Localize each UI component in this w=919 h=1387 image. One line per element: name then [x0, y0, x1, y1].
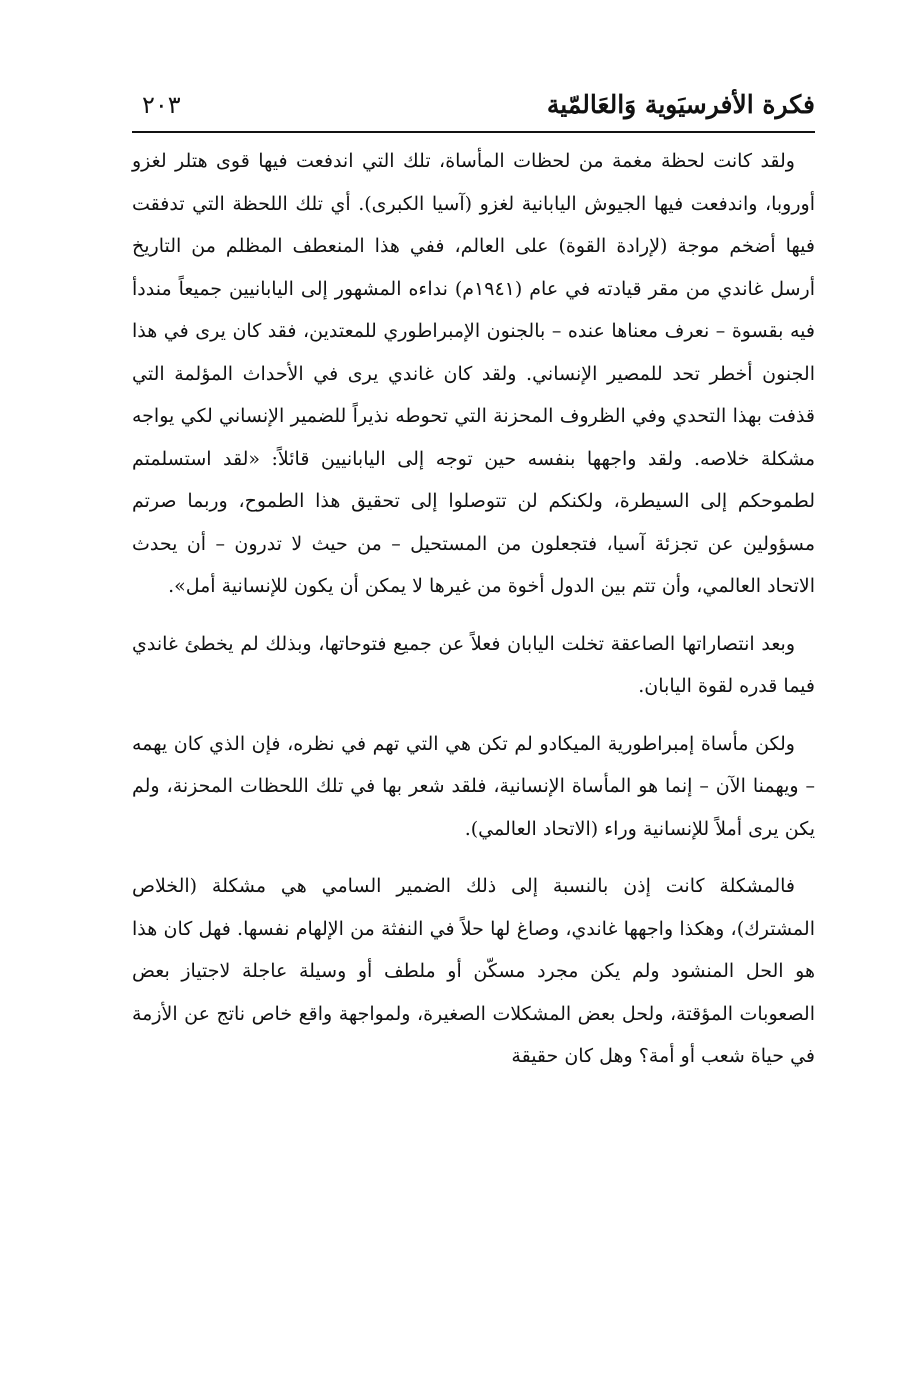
running-title: فكرة الأفرسيَوية وَالعَالمّية — [546, 90, 815, 119]
body-text — [132, 140, 815, 1093]
header-rule — [132, 131, 815, 133]
page-header — [132, 78, 815, 128]
paragraph: فالمشكلة كانت إذن بالنسبة إلى ذلك الضمير السامي هي مشكلة (الخلاص المشترك)، وهكذا واجهها غاندي، وصاغ لها حلاً في النفثة من الإلهام نفسها. فهل كان هذا هو الحل المنشود ولم يكن مجرد مسكّن أو ملطف أو وسيلة عاجلة لاجتياز بعض الصعوبات المؤقتة، ولحل بعض المشكلات الصغيرة، ولمواجهة واقع خاص ناتج عن الأزمة في حياة شعب أو أمة؟ وهل كان حقيقة — [132, 875, 815, 1067]
paragraph: ولقد كانت لحظة مغمة من لحظات المأساة، تلك التي اندفعت فيها قوى هتلر لغزو أوروبا، واندفعت فيها الجيوش اليابانية لغزو (آسيا الكبرى). أي تلك اللحظة التي تدفقت فيها أضخم موجة (لإرادة القوة) على العالم، ففي هذا المنعطف المظلم من التاريخ أرسل غاندي من مقر قيادته في عام (١٩٤١م) نداءه المشهور إلى اليابانيين جميعاً منددأ فيه بقسوة – نعرف معناها عنده – بالجنون الإمبراطوري للمعتدين، فقد كان يرى في هذا الجنون أخطر تحد للمصير الإنساني. ولقد كان غاندي يرى في الأحداث المؤلمة التي قذفت بهذا التحدي وفي الظروف المحزنة التي تحوطه نذيراً للضمير الإنساني لكي يواجه مشكلة خلاصه. ولقد واجهها بنفسه حين توجه إلى اليابانيين قائلاً: «لقد استسلمتم لطموحكم إلى السيطرة، ولكنكم لن تتوصلوا إلى تحقيق هذا الطموح، وربما صرتم مسؤولين عن تجزئة آسيا، فتجعلون من المستحيل – من حيث لا تدرون – أن يحدث الاتحاد العالمي، وأن تتم بين الدول أخوة من غيرها لا يمكن أن يكون للإنسانية أمل». — [132, 150, 815, 597]
paragraph: ولكن مأساة إمبراطورية الميكادو لم تكن هي التي تهم في نظره، فإن الذي كان يهمه – ويهمنا الآن – إنما هو المأساة الإنسانية، فلقد شعر بها في تلك اللحظات المحزنة، ولم يكن يرى أملاً للإنسانية وراء (الاتحاد العالمي). — [132, 732, 815, 840]
paragraph: وبعد انتصاراتها الصاعقة تخلت اليابان فعلاً عن جميع فتوحاتها، وبذلك لم يخطئ غاندي فيما قدره لقوة اليابان. — [132, 632, 815, 697]
page-number: ٢٠٣ — [142, 91, 181, 119]
